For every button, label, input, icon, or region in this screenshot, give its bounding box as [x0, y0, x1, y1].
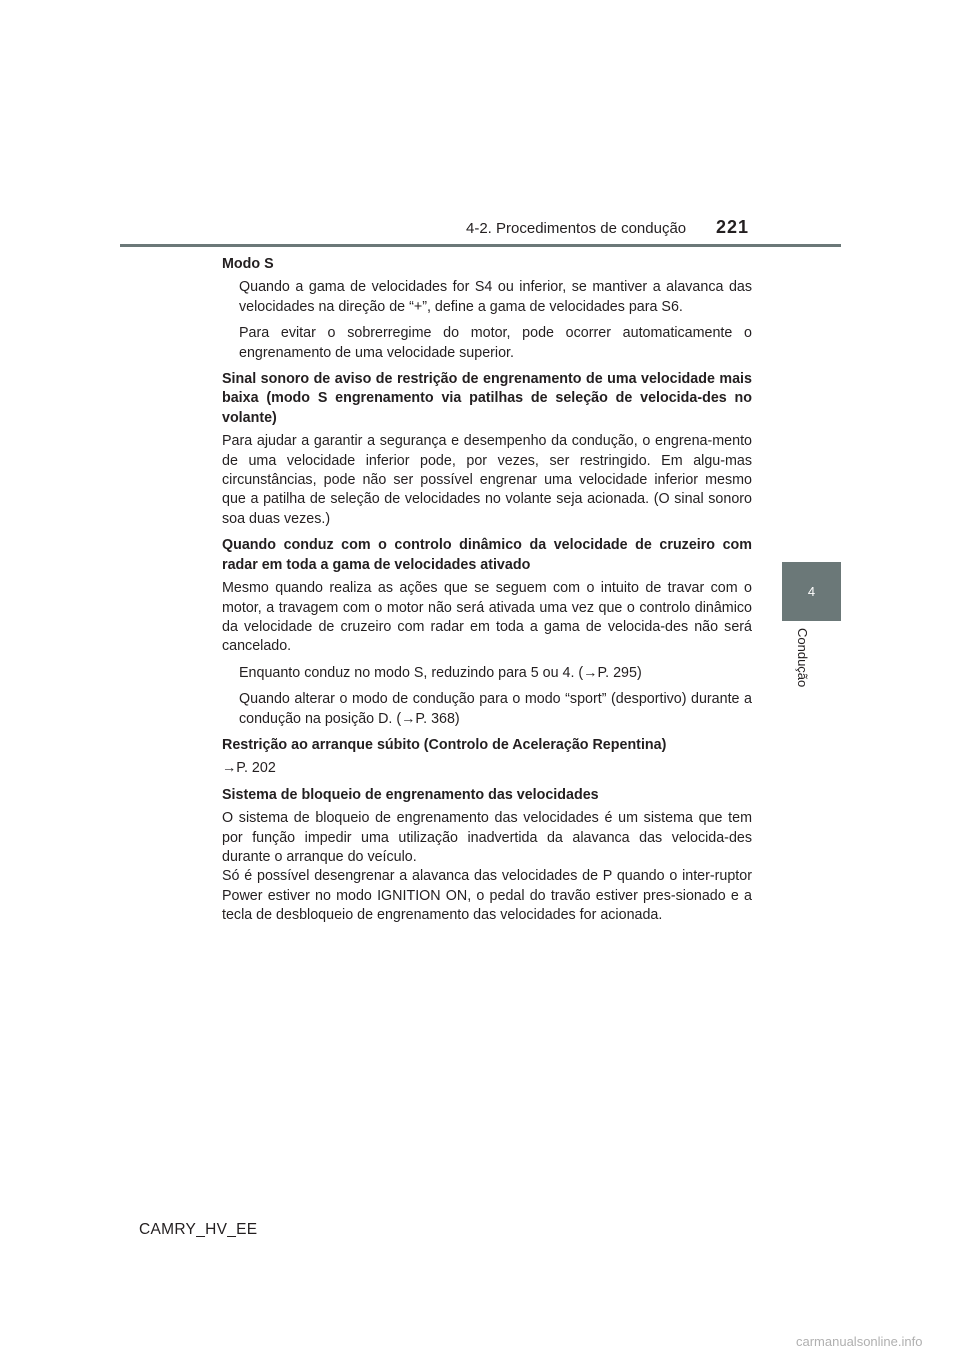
chapter-tab-number: 4 — [782, 562, 841, 621]
page-number: 221 — [716, 217, 750, 237]
document-code: CAMRY_HV_EE — [139, 1221, 258, 1238]
page-content — [222, 255, 752, 933]
paragraph-modo-s-1: Quando a gama de velocidades for S4 ou inferior, se mantiver a alavanca das velocidades na direção de “+”, define a gama de velocidades para S6. — [239, 279, 752, 315]
header-divider — [120, 244, 841, 247]
page-reference-arranque: →P. 202 — [222, 760, 276, 777]
paragraph-modo-s-2: Para evitar o sobrerregime do motor, pode ocorrer automaticamente o engrenamento de uma velocidade superior. — [239, 325, 752, 361]
heading-sinal-sonoro: Sinal sonoro de aviso de restrição de engrenamento de uma velocidade mais baixa (modo S engrenamento via patilhas de seleção de velocida-des no volante) — [222, 371, 752, 426]
list-item-cruzeiro-1: Enquanto conduz no modo S, reduzindo para 5 ou 4. (→P. 295) — [239, 664, 642, 681]
paragraph-cruzeiro: Mesmo quando realiza as ações que se seguem com o intuito de travar com o motor, a travagem com o motor não será ativada uma vez que o controlo dinâmico da velocidade de cruzeiro com radar em toda a gama de velocida-des não será cancelado. — [222, 580, 752, 655]
paragraph-bloqueio-2: Só é possível desengrenar a alavanca das velocidades de P quando o inter-ruptor Power estiver no modo IGNITION ON, o pedal do travão estiver pres-sionado e a tecla de desbloqueio de engrenamento das velocidades for acionada. — [222, 868, 752, 924]
heading-bloqueio: Sistema de bloqueio de engrenamento das velocidades — [222, 786, 599, 803]
list-item-cruzeiro-2: Quando alterar o modo de condução para o modo “sport” (desportivo) durante a condução na posição D. (→P. 368) — [239, 691, 752, 727]
chapter-tab-label: Condução — [795, 628, 810, 688]
heading-modo-s: Modo S — [222, 256, 274, 272]
heading-cruzeiro: Quando conduz com o controlo dinâmico da velocidade de cruzeiro com radar em toda a gama de velocidades ativado — [222, 537, 752, 573]
paragraph-sinal-sonoro: Para ajudar a garantir a segurança e desempenho da condução, o engrena-mento de uma velocidade inferior pode, por vezes, ser restringido. Em algu-mas circunstâncias, pode não ser possível engrenar uma velocidade inferior mesmo que a patilha de seleção de velocidades no volante seja acionada. (O sinal sonoro soa duas vezes.) — [222, 433, 752, 527]
header-section-title: 4-2. Procedimentos de condução — [466, 220, 687, 237]
watermark-text: carmanualsonline.info — [796, 1334, 923, 1349]
paragraph-bloqueio-1: O sistema de bloqueio de engrenamento das velocidades é um sistema que tem por função impedir uma utilização inadvertida da alavanca das velocida-des durante o arranque do veículo. — [222, 810, 752, 865]
heading-arranque: Restrição ao arranque súbito (Controlo de Aceleração Repentina) — [222, 736, 667, 753]
